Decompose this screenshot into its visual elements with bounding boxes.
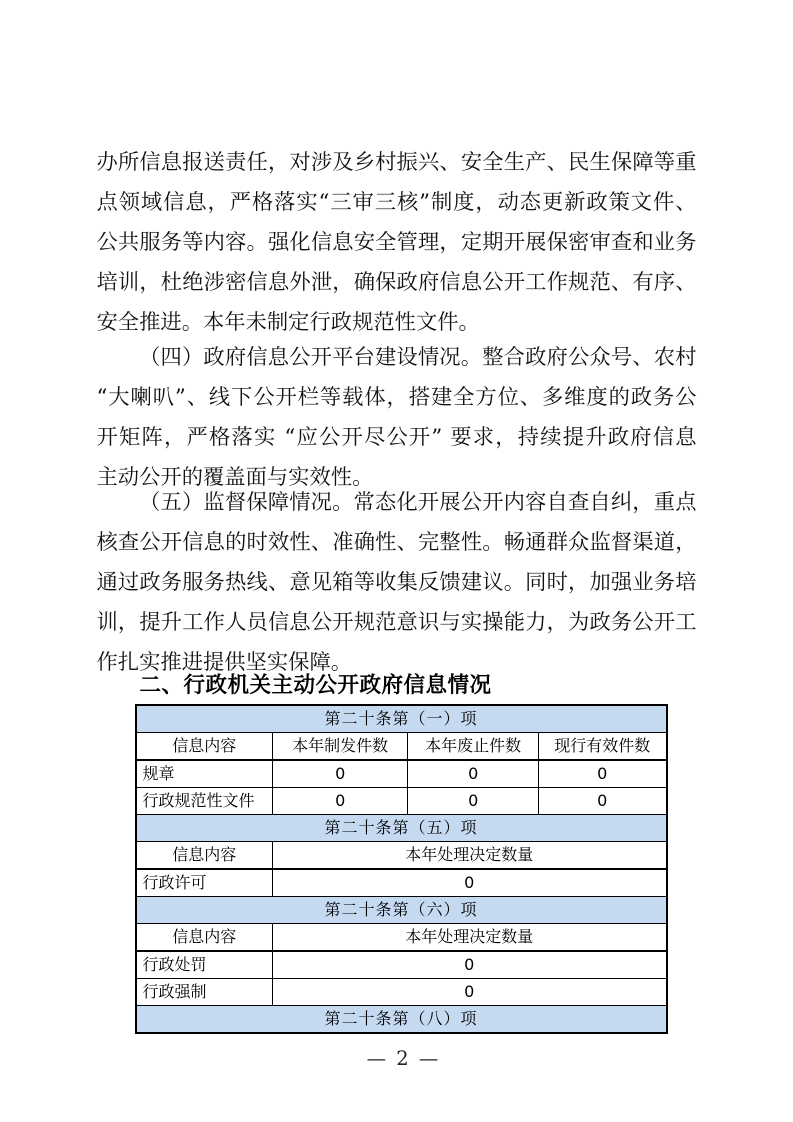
cell-value: 0: [272, 951, 666, 979]
table-section-header-row: [136, 815, 667, 842]
table-section-header-row: [136, 705, 667, 733]
text-line: 办所信息报送责任，对涉及乡村振兴、安全生产、民生保障等重: [96, 150, 697, 175]
text-line: 核查公开信息的时效性、准确性、完整性。畅通群众监督渠道，: [96, 530, 697, 555]
paragraph-platform-construction: [97, 338, 697, 498]
cell-value: 0: [539, 788, 667, 815]
cell-value: 0: [272, 788, 407, 815]
text-line: （五）监督保障情况。常态化开展公开内容自查自纠，重点: [139, 490, 697, 515]
disclosure-table: [135, 704, 668, 1034]
table-section-title: 第二十条第（一）项: [136, 705, 667, 733]
cell-value: 0: [539, 760, 667, 788]
table-row: [136, 951, 667, 979]
table-section-header-row: [136, 1006, 667, 1034]
table-column-header-row: [136, 924, 667, 952]
table-row: [136, 760, 667, 788]
table-row: [136, 869, 667, 897]
cell-value: 0: [408, 788, 539, 815]
row-label: 规章: [136, 760, 273, 788]
text-line: 培训，杜绝涉密信息外泄，确保政府信息公开工作规范、有序、: [96, 270, 697, 295]
paragraph-supervision: [97, 483, 697, 683]
column-header: 现行有效件数: [539, 733, 667, 761]
table-row: [136, 788, 667, 815]
text-line: 作扎实推进提供坚实保障。: [96, 650, 353, 675]
column-header: 本年处理决定数量: [272, 842, 666, 870]
table-column-header-row: [136, 842, 667, 870]
cell-value: 0: [272, 869, 666, 897]
column-header: 本年制发件数: [272, 733, 407, 761]
text-line: 安全推进。本年未制定行政规范性文件。: [96, 310, 480, 335]
column-header: 本年废止件数: [408, 733, 539, 761]
column-header: 本年处理决定数量: [272, 924, 666, 952]
document-page: [97, 0, 697, 1072]
table-section-header-row: [136, 897, 667, 924]
column-header: 信息内容: [136, 842, 273, 870]
row-label: 行政规范性文件: [136, 788, 273, 815]
column-header: 信息内容: [136, 733, 273, 761]
table-section-title: 第二十条第（八）项: [136, 1006, 667, 1034]
text-line: 开矩阵，严格落实 “应公开尽公开” 要求，持续提升政府信息: [96, 425, 697, 450]
cell-value: 0: [408, 760, 539, 788]
text-line: 通过政务服务热线、意见箱等收集反馈建议。同时，加强业务培: [96, 570, 697, 595]
text-line: 公共服务等内容。强化信息安全管理，定期开展保密审查和业务: [96, 230, 697, 255]
text-line: “大喇叭”、线下公开栏等载体，搭建全方位、多维度的政务公: [96, 385, 697, 410]
table-section-title: 第二十条第（五）项: [136, 815, 667, 842]
table-row: [136, 979, 667, 1006]
cell-value: 0: [272, 979, 666, 1006]
table-column-header-row: [136, 733, 667, 761]
cell-value: 0: [272, 760, 407, 788]
table-section-title: 第二十条第（六）项: [136, 897, 667, 924]
text-line: 点领域信息，严格落实“三审三核”制度，动态更新政策文件、: [96, 190, 697, 215]
page-number: — 2 —: [366, 1047, 441, 1070]
row-label: 行政强制: [136, 979, 273, 1006]
paragraph-continuation: [97, 143, 697, 343]
text-line: 训，提升工作人员信息公开规范意识与实操能力，为政务公开工: [96, 610, 697, 635]
section-heading: 二、行政机关主动公开政府信息情况: [139, 673, 492, 698]
row-label: 行政许可: [136, 869, 273, 897]
row-label: 行政处罚: [136, 951, 273, 979]
text-line: 主动公开的覆盖面与实效性。: [96, 465, 374, 490]
column-header: 信息内容: [136, 924, 273, 952]
text-line: （四）政府信息公开平台建设情况。整合政府公众号、农村: [139, 345, 697, 370]
